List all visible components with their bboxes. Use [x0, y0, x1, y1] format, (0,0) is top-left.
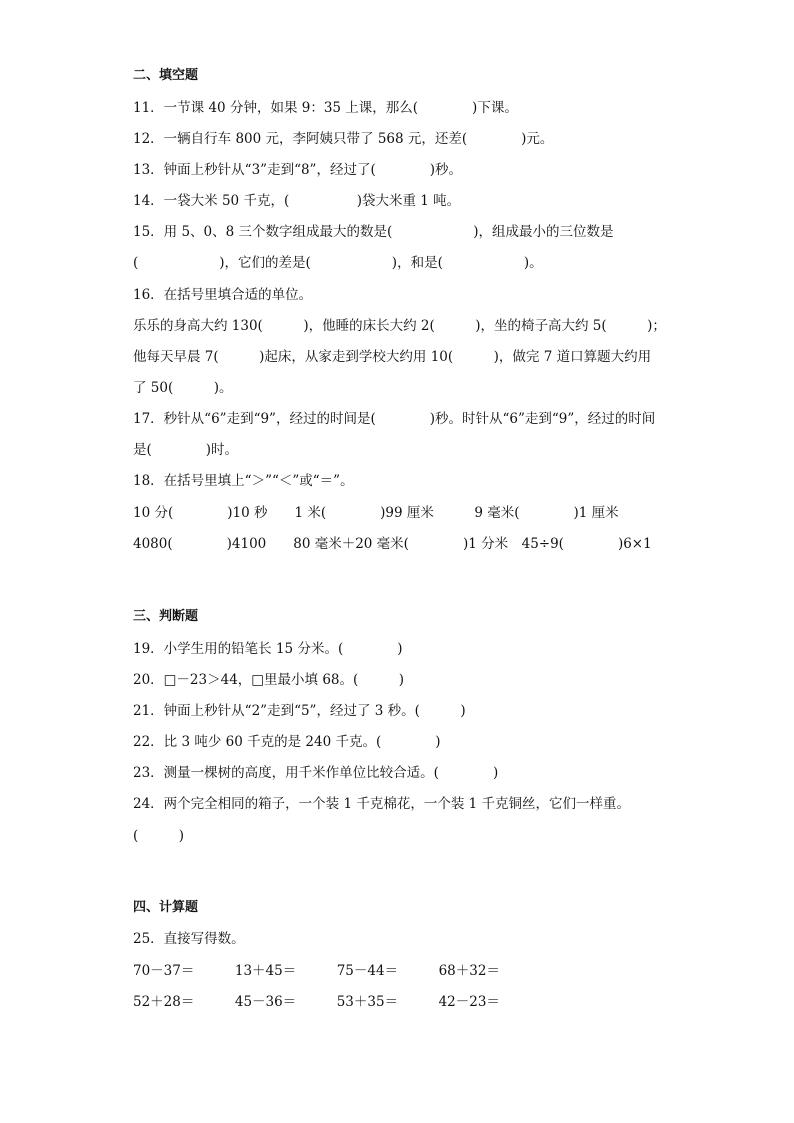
question-16-line-1: 乐乐的身高大约 130( )，他睡的床长大约 2( )，坐的椅子高大约 5( )；	[133, 318, 666, 334]
question-17-line-1: 17．秒针从“6”走到“9”，经过的时间是( )秒。时针从“6”走到“9”，经过的时间	[133, 411, 656, 427]
question-17-line-2: 是( )时。	[133, 442, 239, 458]
question-18-row-2: 4080( )4100 80 毫米＋20 毫米( )1 分米 45÷9( )6×1	[133, 536, 652, 552]
question-16: 16．在括号里填合适的单位。	[133, 287, 313, 303]
question-24-line-1: 24．两个完全相同的箱子，一个装 1 千克棉花，一个装 1 千克铜丝，它们一样重。	[133, 796, 631, 812]
question-14: 14．一袋大米 50 千克，( )袋大米重 1 吨。	[133, 193, 461, 209]
question-19: 19．小学生用的铅笔长 15 分米。( )	[133, 641, 403, 657]
question-16-line-3: 了 50( )。	[133, 380, 233, 396]
question-13: 13．钟面上秒针从“3”走到“8”，经过了( )秒。	[133, 162, 462, 178]
question-23: 23．测量一棵树的高度，用千米作单位比较合适。( )	[133, 765, 499, 781]
question-22: 22．比 3 吨少 60 千克的是 240 千克。( )	[133, 734, 441, 750]
question-12: 12．一辆自行车 800 元，李阿姨只带了 568 元，还差( )元。	[133, 131, 554, 147]
calc-row-1: 70－37＝ 13＋45＝ 75－44＝ 68＋32＝	[133, 963, 500, 979]
question-21: 21．钟面上秒针从“2”走到“5”，经过了 3 秒。( )	[133, 703, 466, 719]
question-16-line-2: 他每天早晨 7( )起床，从家走到学校大约用 10( )，做完 7 道口算题大约用	[133, 349, 652, 365]
section-title-fill: 二、填空题	[133, 68, 199, 83]
question-15-line-2: ( )，它们的差是( )，和是( )。	[133, 255, 543, 271]
question-18-row-1: 10 分( )10 秒 1 米( )99 厘米 9 毫米( )1 厘米	[133, 505, 619, 521]
calc-row-2: 52＋28＝ 45－36＝ 53＋35＝ 42－23＝	[133, 994, 500, 1010]
question-18: 18．在括号里填上“＞”“＜”或“＝”。	[133, 473, 354, 489]
question-25: 25．直接写得数。	[133, 931, 245, 947]
question-24-line-2: ( )	[133, 828, 185, 844]
section-title-calc: 四、计算题	[133, 900, 199, 915]
question-15-line-1: 15．用 5、0、8 三个数字组成最大的数是( )，组成最小的三位数是	[133, 224, 614, 240]
section-title-judge: 三、判断题	[133, 609, 199, 624]
question-20: 20．□－23＞44，□里最小填 68。( )	[133, 672, 405, 688]
question-11: 11．一节课 40 分钟，如果 9：35 上课，那么( )下课。	[133, 100, 518, 116]
